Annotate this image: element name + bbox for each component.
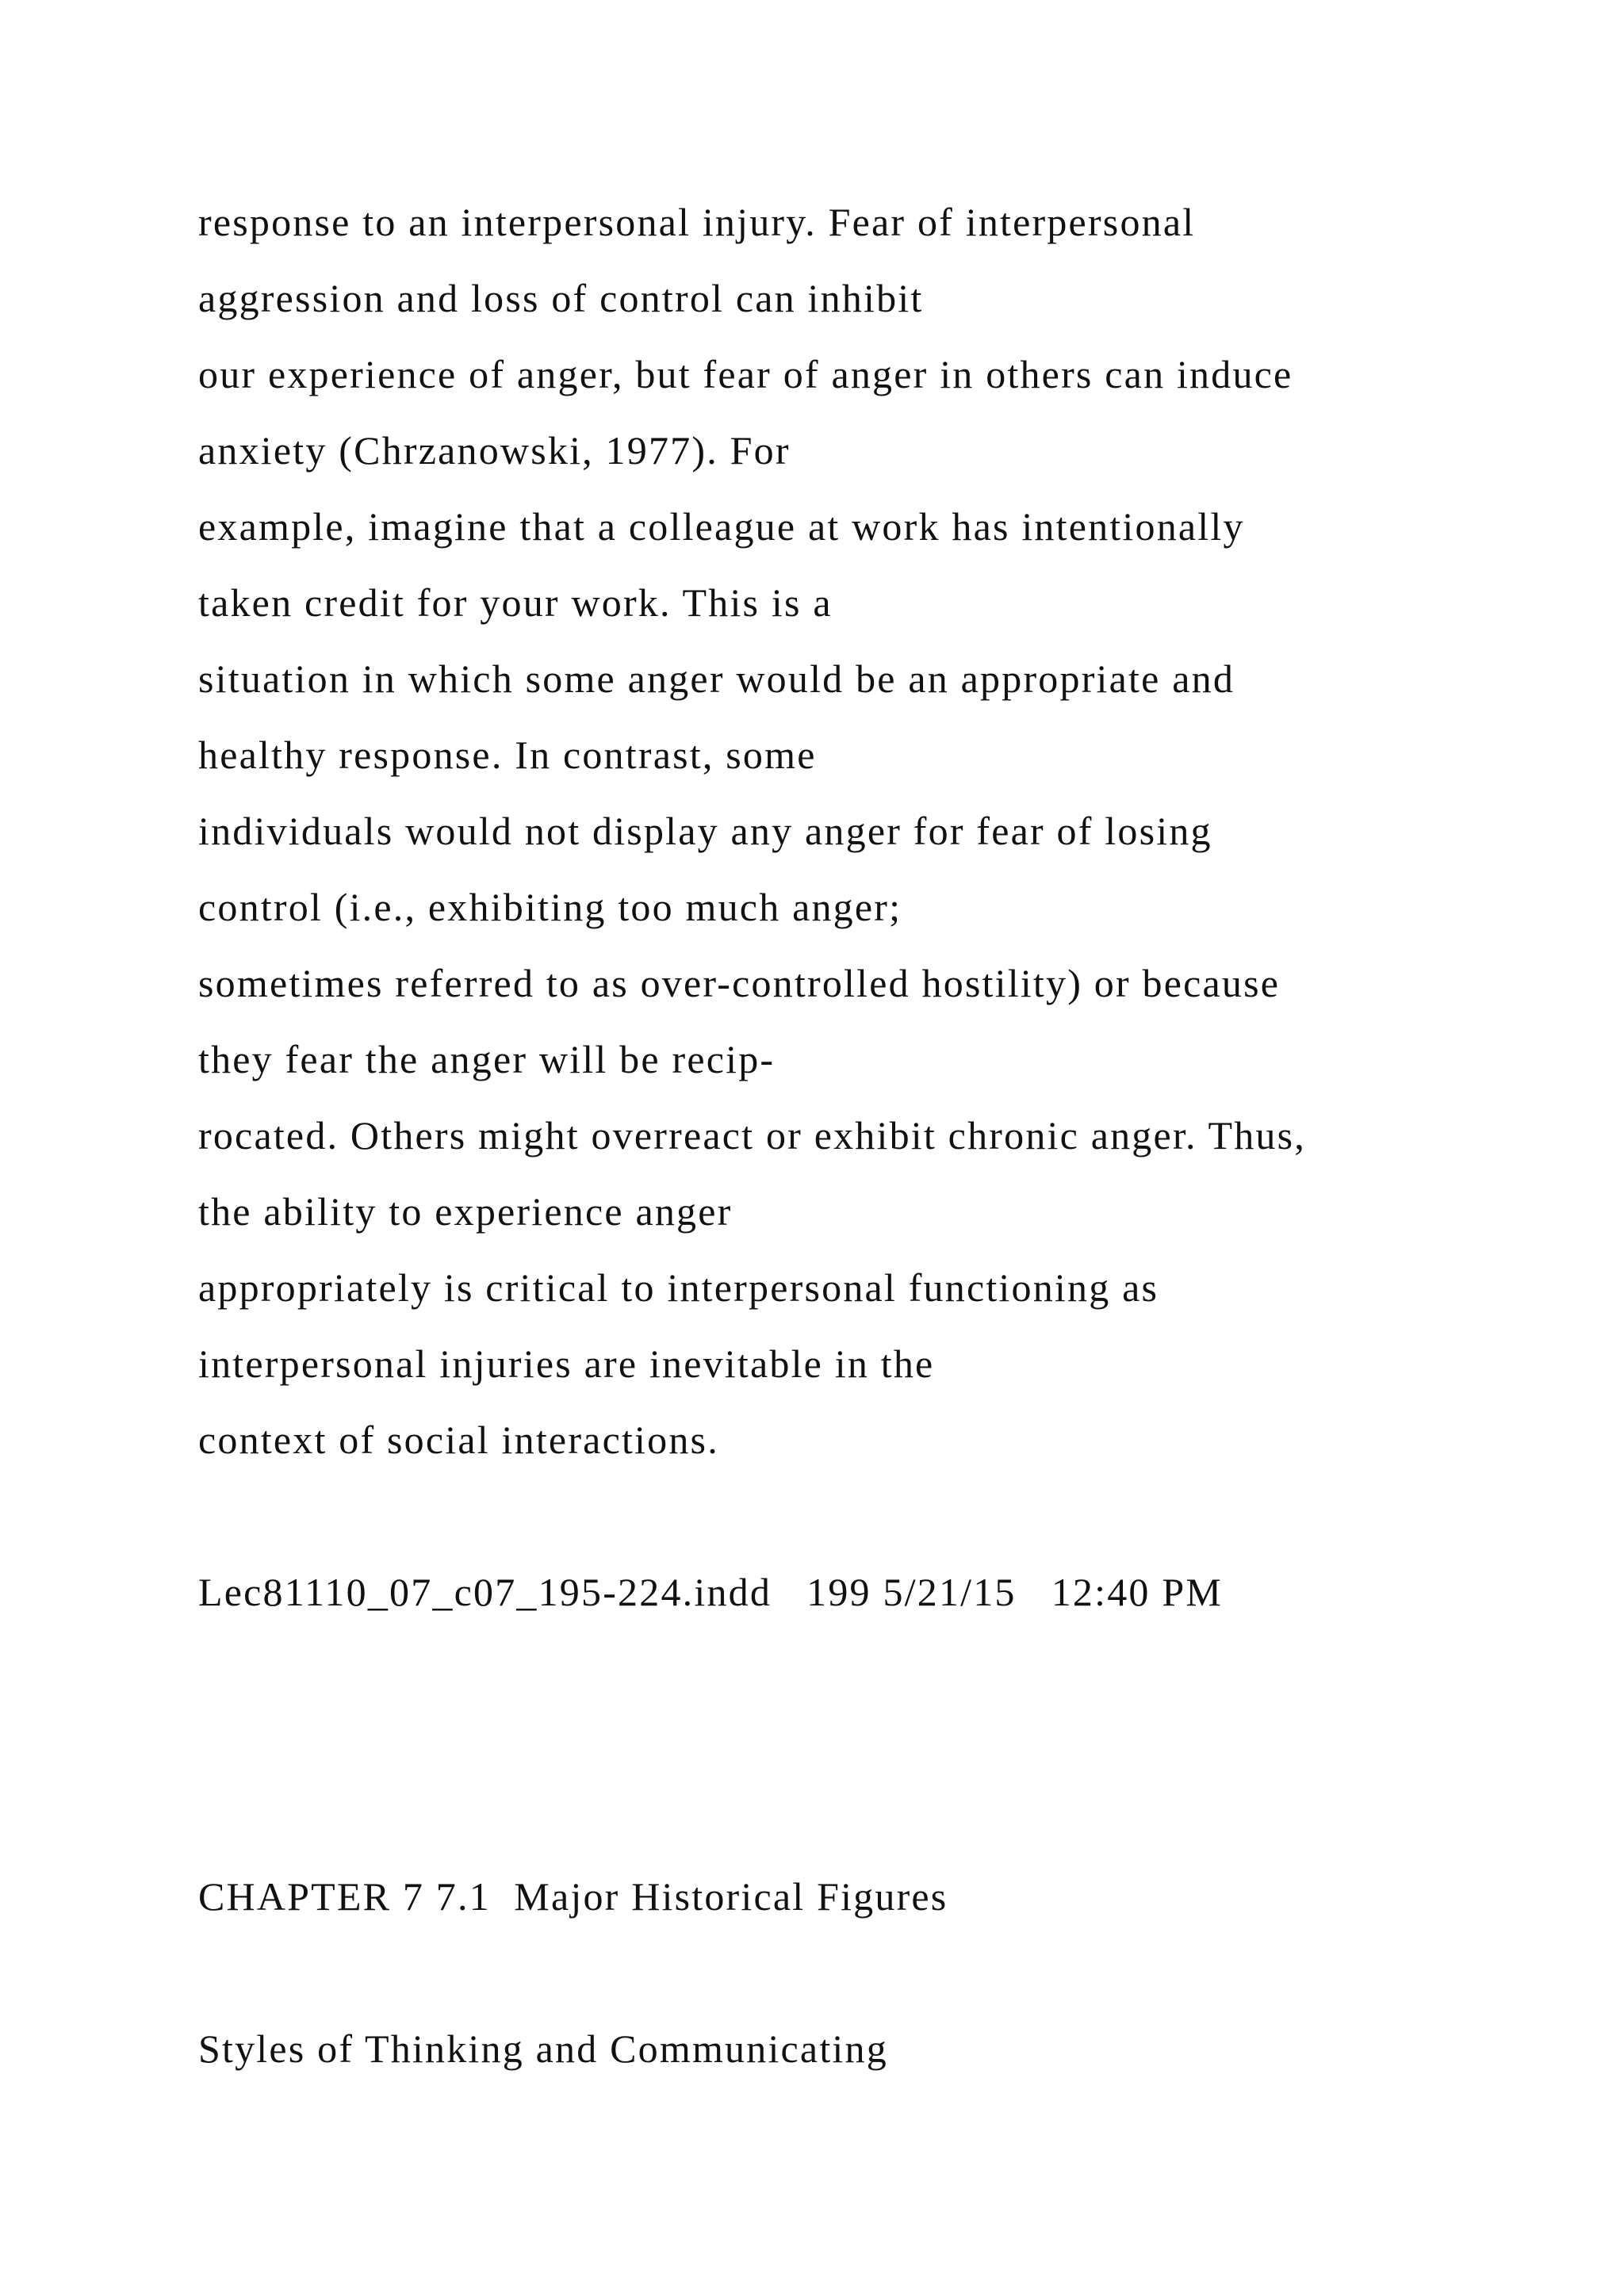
body-line: appropriately is critical to interpersonal functioning as (198, 1265, 1159, 1310)
body-line: example, imagine that a colleague at work has intentionally (198, 504, 1245, 549)
body-line: rocated. Others might overreact or exhibit chronic anger. Thus, (198, 1113, 1306, 1158)
section-heading: Styles of Thinking and Communicating (198, 2026, 888, 2071)
body-line: control (i.e., exhibiting too much anger; (198, 885, 902, 929)
body-line: the ability to experience anger (198, 1189, 733, 1234)
body-line: our experience of anger, but fear of anger in others can induce (198, 352, 1293, 396)
body-line: anxiety (Chrzanowski, 1977). For (198, 428, 791, 473)
chapter-heading: CHAPTER 7 7.1 Major Historical Figures (198, 1874, 948, 1919)
body-line: response to an interpersonal injury. Fear of interpersonal (198, 200, 1196, 244)
body-line: individuals would not display any anger for fear of losing (198, 809, 1212, 853)
file-slug: Lec81110_07_c07_195-224.indd 199 5/21/15 12:40 PM (198, 1570, 1223, 1614)
body-line: aggression and loss of control can inhibit (198, 276, 924, 320)
body-line: context of social interactions. (198, 1418, 719, 1462)
body-line: healthy response. In contrast, some (198, 733, 817, 777)
body-line: taken credit for your work. This is a (198, 580, 833, 625)
body-line: they fear the anger will be recip- (198, 1037, 776, 1081)
body-line: situation in which some anger would be an appropriate and (198, 656, 1235, 701)
body-line: sometimes referred to as over-controlled hostility) or because (198, 961, 1281, 1005)
body-line: interpersonal injuries are inevitable in the (198, 1341, 935, 1386)
